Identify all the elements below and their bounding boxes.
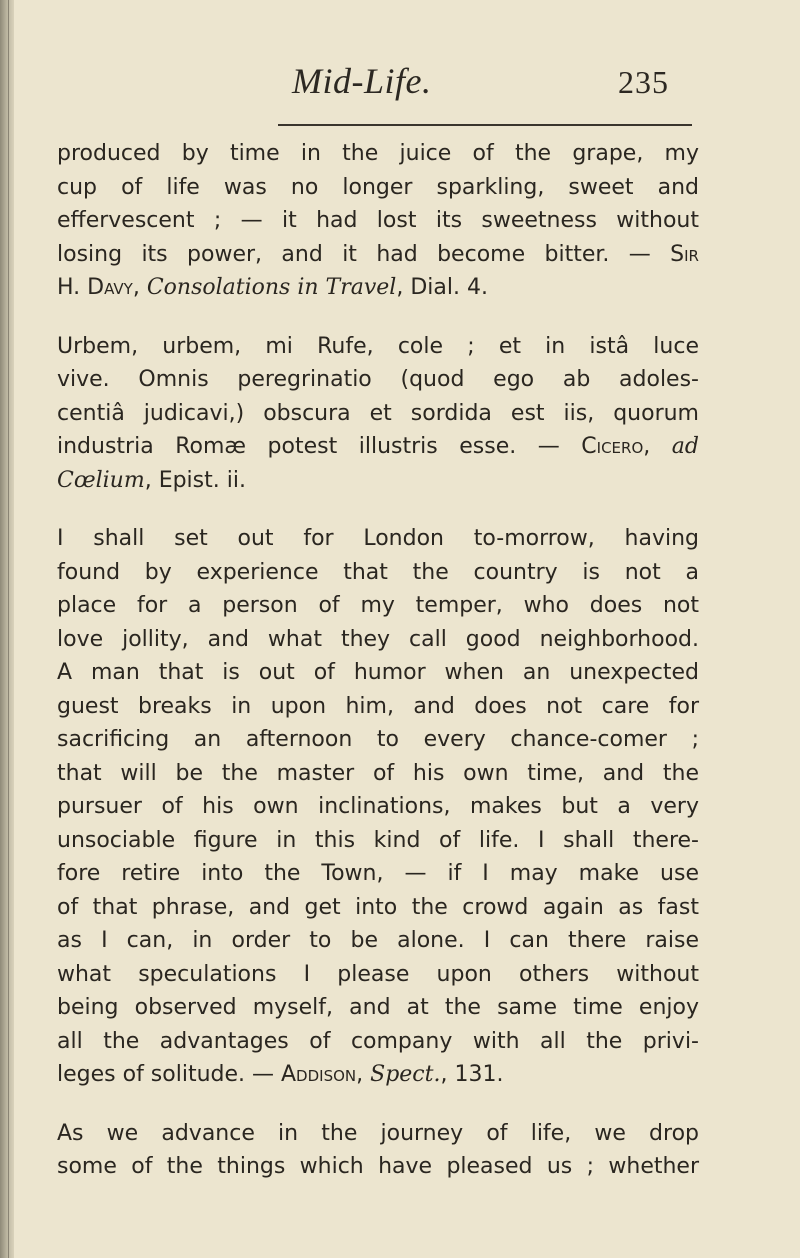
line-text: guest breaks in upon him, and does not care for — [57, 693, 699, 719]
work-title: ad — [671, 434, 699, 459]
text-line — [57, 757, 699, 791]
text-line — [57, 522, 699, 556]
text-line — [57, 891, 699, 925]
line-text: being observed myself, and at the same time enjoy — [57, 995, 699, 1020]
text-line — [57, 924, 699, 958]
text-line — [57, 824, 699, 858]
line-text: some of the things which have pleased us ; whether — [57, 1154, 699, 1179]
book-binding-shadow — [0, 0, 14, 1258]
passage — [57, 137, 699, 305]
line-text: I shall set out for London to-morrow, having — [57, 526, 699, 551]
citation-text: , Dial. 4. — [396, 275, 488, 300]
line-text: fore retire into the Town, — if I may make use — [57, 861, 699, 886]
line-text: what speculations I please upon others without — [57, 961, 699, 987]
passage — [57, 330, 699, 498]
text-line — [57, 656, 699, 690]
line-text: industria Romæ potest illustris esse. — — [57, 434, 560, 459]
line-text: effervescent ; — it had lost its sweetness without — [57, 208, 699, 233]
line-text: A man that is out of humor when an unexpected — [57, 660, 699, 685]
line-text: vive. Omnis peregrinatio (quod ego ab adoles- — [57, 367, 699, 392]
text-line — [57, 790, 699, 824]
text-line — [57, 238, 699, 272]
line-text: losing its power, and it had become bitter. — — [57, 241, 651, 267]
work-title: Consolations in Travel — [146, 275, 397, 300]
line-text: cup of life was no longer sparkling, sweet and — [57, 174, 699, 200]
passage — [57, 1117, 699, 1184]
text-line — [57, 857, 699, 891]
text-line — [57, 623, 699, 657]
text-line — [57, 958, 699, 992]
line-text: found by experience that the country is not a — [57, 559, 699, 585]
text-line — [57, 330, 699, 364]
text-line — [57, 137, 699, 171]
line-text: that will be the master of his own time, and the — [57, 760, 699, 786]
text-line — [57, 556, 699, 590]
author-name: Sir — [650, 241, 699, 267]
passage — [57, 522, 699, 1092]
citation-text: , — [132, 275, 147, 300]
work-title: Cœlium — [57, 467, 145, 493]
line-text: of that phrase, and get into the crowd again as fast — [57, 894, 699, 920]
work-title: Spect. — [370, 1062, 441, 1087]
line-text: produced by time in the juice of the grape, my — [57, 141, 699, 166]
text-line — [57, 991, 699, 1025]
citation-text: , Epist. ii. — [144, 467, 246, 493]
page-body — [57, 137, 699, 1209]
binding-edge-line — [8, 0, 9, 1258]
text-line — [57, 363, 699, 397]
line-text: Urbem, urbem, mi Rufe, cole ; et in istâ luce — [57, 333, 699, 359]
citation-text: , — [643, 434, 672, 459]
author-name: Addison — [281, 1062, 357, 1087]
text-line — [57, 430, 699, 464]
text-line — [57, 1117, 699, 1151]
line-text: unsociable figure in this kind of life. I shall there- — [57, 827, 699, 853]
text-line — [57, 204, 699, 238]
text-line — [57, 589, 699, 623]
citation-text: , — [356, 1062, 371, 1087]
line-text: sacrificing an afternoon to every chance-comer ; — [57, 727, 699, 752]
text-line — [57, 690, 699, 724]
line-text: leges of solitude. — — [57, 1062, 281, 1087]
text-line — [57, 397, 699, 431]
text-line — [57, 723, 699, 757]
author-name: Davy — [87, 275, 133, 300]
text-line — [57, 464, 699, 498]
page-number: 235 — [618, 64, 669, 100]
header-rule — [278, 124, 692, 126]
running-title: Mid-Life. — [292, 61, 432, 101]
text-line — [57, 1025, 699, 1059]
line-text: as I can, in order to be alone. I can there raise — [57, 928, 699, 953]
author-name: Cicero — [559, 434, 644, 459]
running-header — [0, 60, 800, 110]
line-text: pursuer of his own inclinations, makes but a very — [57, 794, 699, 819]
text-line — [57, 1150, 699, 1184]
line-text: centiâ judicavi,) obscura et sordida est iis, quorum — [57, 400, 699, 426]
text-line — [57, 271, 699, 305]
line-text: H. — [57, 275, 88, 300]
text-line — [57, 171, 699, 205]
line-text: love jollity, and what they call good neighborhood. — [57, 626, 699, 652]
line-text: place for a person of my temper, who does not — [57, 593, 699, 618]
text-line — [57, 1058, 699, 1092]
line-text: all the advantages of company with all the privi- — [57, 1028, 699, 1054]
citation-text: , 131. — [440, 1062, 504, 1087]
line-text: As we advance in the journey of life, we drop — [57, 1120, 699, 1146]
